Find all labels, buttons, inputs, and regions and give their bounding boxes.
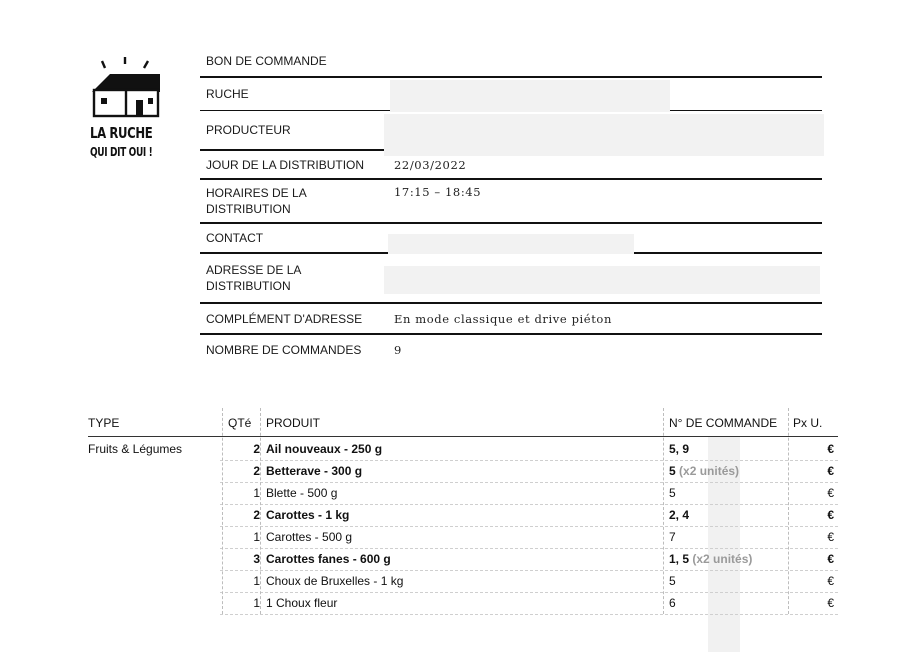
unit-price-cell (793, 504, 838, 526)
distribution-date: 22/03/2022 (394, 157, 467, 172)
order-numbers: 1, 5 (669, 552, 690, 566)
order-number-cell (669, 592, 789, 614)
euro-symbol: € (827, 552, 834, 566)
order-numbers: 5, 9 (669, 442, 690, 456)
col-unit-price-header: Px U. (793, 416, 823, 430)
order-numbers: 2, 4 (669, 508, 690, 522)
order-number-cell (669, 548, 789, 570)
quantity-cell: 2 (253, 442, 260, 456)
redacted-block (388, 234, 634, 254)
unit-price-cell (793, 438, 838, 460)
header-label: ADRESSE DE LA DISTRIBUTION (206, 263, 301, 293)
quantity-cell: 2 (253, 508, 260, 522)
row-divider (220, 614, 838, 615)
header-title-row (200, 46, 822, 76)
document-title: BON DE COMMANDE (206, 54, 327, 68)
col-qty-header: QTé (228, 416, 252, 430)
unit-price-cell (793, 570, 838, 592)
product-cell: 1 Choux fleur (266, 596, 338, 610)
euro-symbol: € (827, 442, 834, 456)
header-row-complement (200, 302, 822, 333)
header-label: NOMBRE DE COMMANDES (206, 343, 362, 357)
table-row (88, 460, 838, 482)
euro-symbol: € (827, 574, 834, 588)
redacted-block (384, 266, 820, 294)
unit-price-cell (793, 460, 838, 482)
product-cell: Ail nouveaux - 250 g (266, 442, 383, 456)
order-numbers: 5 (669, 464, 676, 478)
unit-price-cell (793, 592, 838, 614)
euro-symbol: € (827, 508, 834, 522)
column-divider (260, 408, 261, 614)
quantity-cell: 1 (253, 596, 260, 610)
order-number-cell (669, 460, 789, 482)
header-label: PRODUCTEUR (206, 123, 291, 137)
header-label: CONTACT (206, 231, 264, 245)
product-cell: Carottes - 1 kg (266, 508, 350, 522)
col-type-header: TYPE (88, 416, 120, 430)
header-label: HORAIRES DE LA DISTRIBUTION (206, 186, 307, 216)
unit-price-cell (793, 526, 838, 548)
product-cell: Carottes fanes - 600 g (266, 552, 391, 566)
euro-symbol: € (827, 486, 834, 500)
category-cell: Fruits & Légumes (88, 442, 183, 456)
quantity-cell: 2 (253, 464, 260, 478)
order-numbers: 5 (669, 486, 676, 500)
product-cell: Choux de Bruxelles - 1 kg (266, 574, 404, 588)
logo-line2: QUI DIT OUI ! (90, 144, 153, 159)
unit-price-cell (793, 482, 838, 504)
product-cell: Betterave - 300 g (266, 464, 363, 478)
column-divider (663, 408, 664, 614)
la-ruche-logo (88, 52, 168, 172)
order-numbers: 7 (669, 530, 676, 544)
table-row (88, 548, 838, 570)
table-row (88, 504, 838, 526)
orders-header-row (88, 412, 838, 434)
logo-line1: LA RUCHE (90, 124, 153, 142)
unit-count-note: (x2 unités) (679, 464, 740, 478)
unit-price-cell (793, 548, 838, 570)
order-number-cell (669, 482, 789, 504)
quantity-cell: 1 (253, 486, 260, 500)
address-complement: En mode classique et drive piéton (394, 311, 612, 326)
table-row (88, 570, 838, 592)
euro-symbol: € (827, 464, 834, 478)
house-logo-icon (88, 52, 168, 122)
order-number-cell (669, 526, 789, 548)
order-number-cell (669, 438, 789, 460)
euro-symbol: € (827, 530, 834, 544)
unit-count-note: (x2 unités) (692, 552, 753, 566)
euro-symbol: € (827, 596, 834, 610)
col-order-number-header: N° DE COMMANDE (669, 416, 778, 430)
distribution-hours: 17:15 – 18:45 (394, 185, 482, 199)
product-cell: Carottes - 500 g (266, 530, 353, 544)
table-row (88, 526, 838, 548)
header-label: JOUR DE LA DISTRIBUTION (206, 157, 365, 172)
column-divider (788, 408, 789, 614)
redacted-block (390, 80, 670, 112)
header-row-nombre (200, 333, 822, 365)
redacted-block (384, 114, 824, 156)
header-row-horaires (200, 178, 822, 222)
table-row (88, 592, 838, 614)
order-count: 9 (394, 343, 402, 357)
col-product-header: PRODUIT (266, 416, 320, 430)
quantity-cell: 1 (253, 530, 260, 544)
order-numbers: 6 (669, 596, 676, 610)
order-number-cell (669, 504, 789, 526)
product-cell: Blette - 500 g (266, 486, 338, 500)
quantity-cell: 3 (253, 552, 260, 566)
table-row (88, 438, 838, 460)
table-row (88, 482, 838, 504)
order-number-cell (669, 570, 789, 592)
header-label: COMPLÉMENT D'ADRESSE (206, 311, 363, 326)
header-rule (88, 436, 838, 437)
column-divider (222, 408, 223, 614)
quantity-cell: 1 (253, 574, 260, 588)
order-numbers: 5 (669, 574, 676, 588)
header-label: RUCHE (206, 87, 249, 101)
